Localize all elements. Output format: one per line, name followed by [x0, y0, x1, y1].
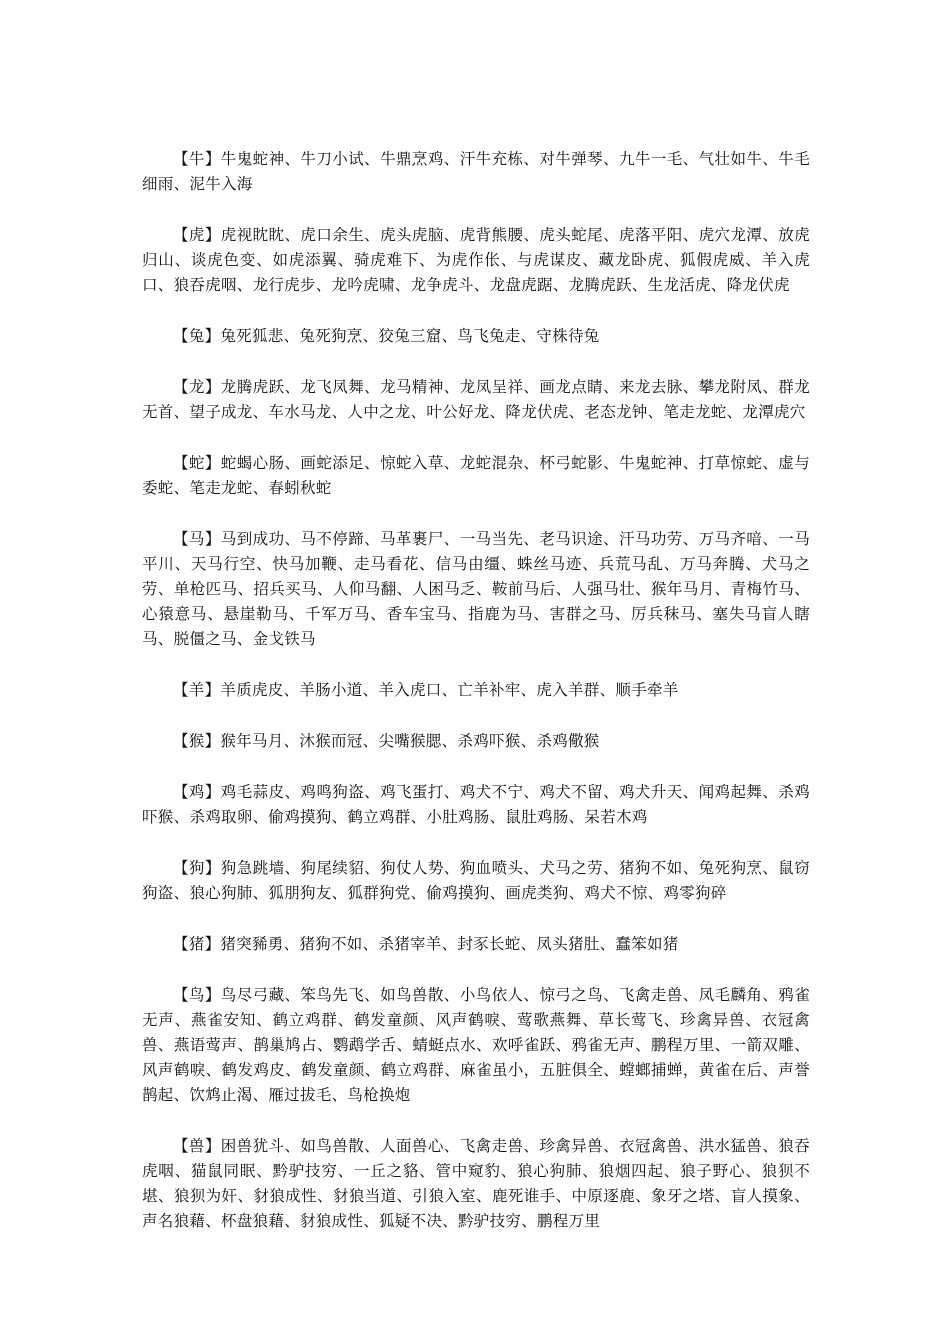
category-tag: 【虎】	[173, 226, 221, 244]
category-tag: 【猪】	[173, 935, 221, 953]
category-tag: 【龙】	[173, 378, 221, 396]
category-tag: 【狗】	[173, 859, 221, 877]
paragraph-tiger	[142, 223, 810, 298]
paragraph-ox	[142, 147, 810, 197]
category-tag: 【马】	[173, 530, 221, 548]
category-tag: 【兔】	[173, 327, 221, 345]
idiom-list: 鸟尽弓藏、笨鸟先飞、如鸟兽散、小鸟依人、惊弓之鸟、飞禽走兽、凤毛麟角、鸦雀无声、燕雀安知、鹤立鸡群、鹤发童颜、风声鹤唳、莺歌燕舞、草长莺飞、珍禽异兽、衣冠禽兽、燕语莺声、鹊巢鸠占、鹦鹉学舌、蜻蜓点水、欢呼雀跃、鸦雀无声、鹏程万里、一箭双雕、风声鹤唳、鹤发鸡皮、鹤发童颜、鹤立鸡群、麻雀虽小，五脏俱全、螳螂捕蝉，黄雀在后、声誉鹊起、饮鸩止渴、雁过拔毛、鸟枪换炮	[142, 986, 811, 1104]
idiom-list: 蛇蝎心肠、画蛇添足、惊蛇入草、龙蛇混杂、杯弓蛇影、牛鬼蛇神、打草惊蛇、虚与委蛇、笔走龙蛇、春蚓秋蛇	[142, 454, 811, 497]
category-tag: 【羊】	[173, 681, 221, 699]
paragraph-sheep	[142, 678, 810, 703]
paragraph-dog	[142, 856, 810, 906]
document-page	[142, 147, 810, 1260]
category-tag: 【牛】	[173, 150, 221, 168]
idiom-list: 虎视眈眈、虎口余生、虎头虎脑、虎背熊腰、虎头蛇尾、虎落平阳、虎穴龙潭、放虎归山、谈虎色变、如虎添翼、骑虎难下、为虎作伥、与虎谋皮、藏龙卧虎、狐假虎威、羊入虎口、狼吞虎咽、龙行虎步、龙吟虎啸、龙争虎斗、龙盘虎踞、龙腾虎跃、生龙活虎、降龙伏虎	[142, 226, 811, 294]
paragraph-monkey	[142, 729, 810, 754]
category-tag: 【蛇】	[173, 454, 221, 472]
idiom-list: 猪突豨勇、猪狗不如、杀猪宰羊、封豕长蛇、凤头猪肚、蠢笨如猪	[220, 935, 679, 953]
idiom-list: 羊质虎皮、羊肠小道、羊入虎口、亡羊补牢、虎入羊群、顺手牵羊	[220, 681, 679, 699]
category-tag: 【兽】	[173, 1137, 221, 1155]
paragraph-rooster	[142, 780, 810, 830]
paragraph-beast	[142, 1134, 810, 1234]
category-tag: 【鸟】	[173, 986, 221, 1004]
paragraph-pig	[142, 932, 810, 957]
idiom-list: 龙腾虎跃、龙飞凤舞、龙马精神、龙凤呈祥、画龙点睛、来龙去脉、攀龙附凤、群龙无首、望子成龙、车水马龙、人中之龙、叶公好龙、降龙伏虎、老态龙钟、笔走龙蛇、龙潭虎穴	[142, 378, 811, 421]
paragraph-bird	[142, 983, 810, 1108]
idiom-list: 鸡毛蒜皮、鸡鸣狗盗、鸡飞蛋打、鸡犬不宁、鸡犬不留、鸡犬升天、闻鸡起舞、杀鸡吓猴、杀鸡取卵、偷鸡摸狗、鹤立鸡群、小肚鸡肠、鼠肚鸡肠、呆若木鸡	[142, 783, 811, 826]
idiom-list: 狗急跳墙、狗尾续貂、狗仗人势、狗血喷头、犬马之劳、猪狗不如、兔死狗烹、鼠窃狗盗、狼心狗肺、狐朋狗友、狐群狗党、偷鸡摸狗、画虎类狗、鸡犬不惊、鸡零狗碎	[142, 859, 811, 902]
paragraph-snake	[142, 451, 810, 501]
category-tag: 【鸡】	[173, 783, 221, 801]
paragraph-dragon	[142, 375, 810, 425]
idiom-list: 牛鬼蛇神、牛刀小试、牛鼎烹鸡、汗牛充栋、对牛弹琴、九牛一毛、气壮如牛、牛毛细雨、泥牛入海	[142, 150, 811, 193]
idiom-list: 马到成功、马不停蹄、马革裹尸、一马当先、老马识途、汗马功劳、万马齐喑、一马平川、天马行空、快马加鞭、走马看花、信马由缰、蛛丝马迹、兵荒马乱、万马奔腾、犬马之劳、单枪匹马、招兵买马、人仰马翻、人困马乏、鞍前马后、人强马壮、猴年马月、青梅竹马、心猿意马、悬崖勒马、千军万马、香车宝马、指鹿为马、害群之马、厉兵秣马、塞失马盲人瞎马、脱僵之马、金戈铁马	[142, 530, 811, 648]
paragraph-horse	[142, 527, 810, 652]
idiom-list: 兔死狐悲、兔死狗烹、狡兔三窟、鸟飞兔走、守株待兔	[220, 327, 600, 345]
idiom-list: 猴年马月、沐猴而冠、尖嘴猴腮、杀鸡吓猴、杀鸡儆猴	[220, 732, 600, 750]
category-tag: 【猴】	[173, 732, 221, 750]
idiom-list: 困兽犹斗、如鸟兽散、人面兽心、飞禽走兽、珍禽异兽、衣冠禽兽、洪水猛兽、狼吞虎咽、猫鼠同眠、黔驴技穷、一丘之貉、管中窥豹、狼心狗肺、狼烟四起、狼子野心、狼狈不堪、狼狈为奸、豺狼成性、豺狼当道、引狼入室、鹿死谁手、中原逐鹿、象牙之塔、盲人摸象、声名狼藉、杯盘狼藉、豺狼成性、狐疑不决、黔驴技穷、鹏程万里	[142, 1137, 811, 1230]
paragraph-rabbit	[142, 324, 810, 349]
